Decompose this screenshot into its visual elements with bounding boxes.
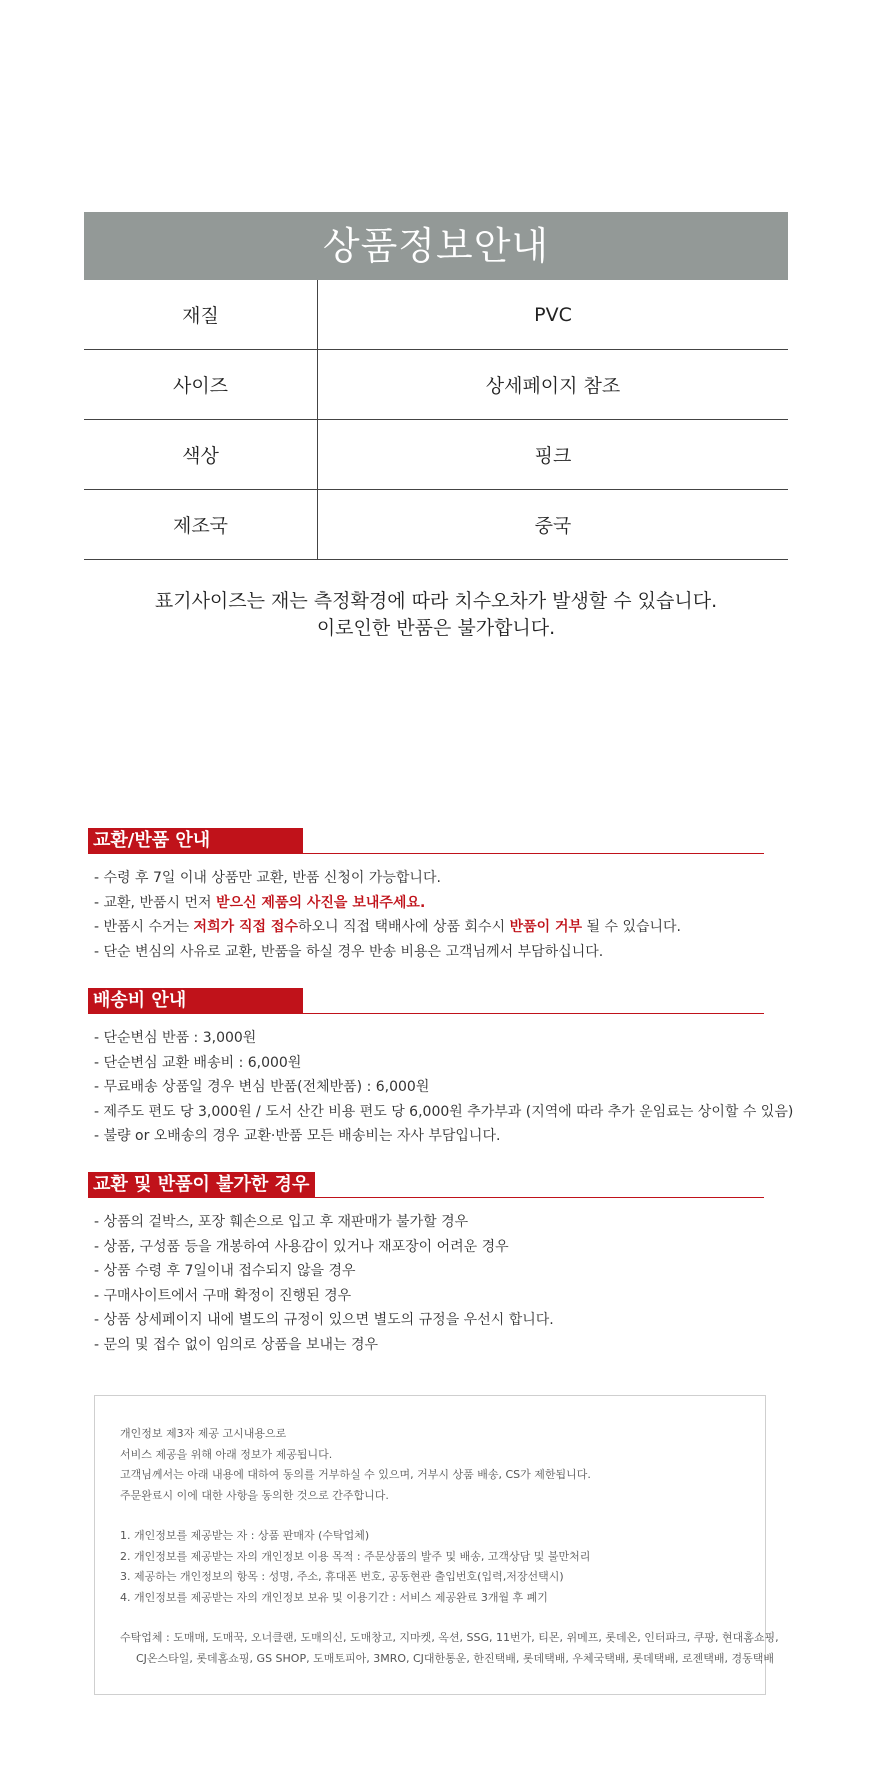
table-row [84, 350, 788, 420]
spacer [120, 1608, 741, 1628]
list-item: - 문의 및 접수 없이 임의로 상품을 보내는 경우 [94, 1336, 379, 1353]
list-item: - 단순변심 반품 : 3,000원 [94, 1030, 257, 1046]
origin-value: 중국 [318, 490, 789, 560]
product-info-title: 상품정보안내 [84, 212, 788, 280]
section-header [88, 828, 764, 854]
list-item: - 단순변심 교환 배송비 : 6,000원 [94, 1054, 302, 1071]
table-row [84, 280, 788, 350]
vendor-list: 수탁업체 : 도매매, 도매꾹, 오너클랜, 도매의신, 도매창고, 지마켓, 옥션, SSG, 11번가, 티몬, 위메프, 롯데온, 인터파크, 쿠팡, 현대홈쇼핑, [120, 1631, 779, 1644]
section-header [88, 1172, 764, 1198]
privacy-line: 주문완료시 이에 대한 사항을 동의한 것으로 간주합니다. [120, 1488, 389, 1502]
size-notice-line: 표기사이즈는 재는 측정확경에 따라 치수오차가 발생할 수 있습니다. [154, 590, 718, 612]
list-item: - 상품의 겉박스, 포장 훼손으로 입고 후 재판매가 불가할 경우 [94, 1214, 469, 1230]
privacy-notice-box [94, 1395, 779, 1695]
list-item: - 무료배송 상품일 경우 변심 반품(전체반품) : 6,000원 [94, 1079, 430, 1095]
material-label: 재질 [84, 280, 318, 350]
section-divider [88, 1013, 764, 1014]
table-row [84, 490, 788, 560]
privacy-line: 고객님께서는 아래 내용에 대하여 동의를 거부하실 수 있으며, 거부시 상품 배송, CS가 제한됩니다. [120, 1468, 591, 1481]
list-item: - 수령 후 7일 이내 상품만 교환, 반품 신청이 가능합니다. [94, 870, 441, 886]
list-item-text: - 교환, 반품시 먼저 [94, 894, 216, 911]
size-notice [84, 588, 788, 642]
product-info-table [84, 280, 788, 560]
section-divider [88, 1197, 764, 1198]
color-label: 색상 [84, 420, 318, 490]
exchange-section [88, 828, 764, 964]
spacer [120, 1506, 741, 1526]
list-item-text: 될 수 있습니다. [582, 919, 682, 935]
section-header [88, 988, 764, 1014]
size-notice-line: 이로인한 반품은 불가합니다. [316, 617, 556, 639]
section-title: 배송비 안내 [88, 988, 303, 1014]
list-item: - 상품 수령 후 7일이내 접수되지 않을 경우 [94, 1263, 356, 1279]
no-return-list [94, 1210, 764, 1357]
color-value: 핑크 [318, 420, 789, 490]
size-value: 상세페이지 참조 [318, 350, 789, 420]
table-row [84, 420, 788, 490]
list-item: - 불량 or 오배송의 경우 교환·반품 모든 배송비는 자사 부담입니다. [94, 1128, 501, 1144]
privacy-term: 1. 개인정보를 제공받는 자 : 상품 판매자 (수탁업체) [120, 1529, 370, 1542]
exchange-list [94, 866, 764, 964]
list-item [94, 915, 764, 940]
section-title: 교환/반품 안내 [88, 828, 303, 854]
list-item-text: 하오니 직접 택배사에 상품 회수시 [297, 919, 510, 935]
list-item: - 상품 상세페이지 내에 별도의 규정이 있으면 별도의 규정을 우선시 합니다. [94, 1312, 554, 1328]
product-info-section [84, 212, 788, 560]
list-item: - 단순 변심의 사유로 교환, 반품을 하실 경우 반송 비용은 고객님께서 부담하십니다. [94, 943, 604, 960]
section-title: 교환 및 반품이 불가한 경우 [88, 1172, 315, 1198]
no-return-section [88, 1172, 764, 1357]
vendor-list: CJ온스타일, 롯데홈쇼핑, GS SHOP, 도매토피아, 3MRO, CJ대한통운, 한진택배, 롯데택배, 우체국택배, 롯데택배, 로젠택배, 경동택배 [136, 1651, 775, 1665]
highlight-text: 반품이 거부 [509, 919, 583, 935]
highlight-text: 저희가 직접 접수 [193, 919, 298, 935]
list-item-text: - 반품시 수거는 [94, 919, 194, 935]
highlight-text: 받으신 제품의 사진을 보내주세요. [215, 894, 426, 911]
privacy-line: 서비스 제공을 위해 아래 정보가 제공됩니다. [120, 1447, 333, 1461]
privacy-line: 개인정보 제3자 제공 고시내용으로 [120, 1427, 287, 1440]
origin-label: 제조국 [84, 490, 318, 560]
section-divider [88, 853, 764, 854]
privacy-term: 4. 개인정보를 제공받는 자의 개인정보 보유 및 이용기간 : 서비스 제공완료 3개월 후 폐기 [120, 1590, 548, 1604]
privacy-term: 3. 제공하는 개인정보의 항목 : 성명, 주소, 휴대폰 번호, 공동현관 출입번호(입력,저장선택시) [120, 1570, 564, 1583]
shipping-section [88, 988, 794, 1149]
list-item [94, 891, 764, 916]
material-value: PVC [318, 280, 789, 350]
list-item: - 제주도 편도 당 3,000원 / 도서 산간 비용 편도 당 6,000원 추가부과 (지역에 따라 추가 운임료는 상이할 수 있음) [94, 1103, 794, 1120]
size-label: 사이즈 [84, 350, 318, 420]
list-item: - 상품, 구성품 등을 개봉하여 사용감이 있거나 재포장이 어려운 경우 [94, 1238, 509, 1255]
list-item: - 구매사이트에서 구매 확정이 진행된 경우 [94, 1287, 352, 1304]
shipping-list [94, 1026, 794, 1149]
privacy-term: 2. 개인정보를 제공받는 자의 개인정보 이용 목적 : 주문상품의 발주 및 배송, 고객상담 및 불만처리 [120, 1549, 591, 1563]
